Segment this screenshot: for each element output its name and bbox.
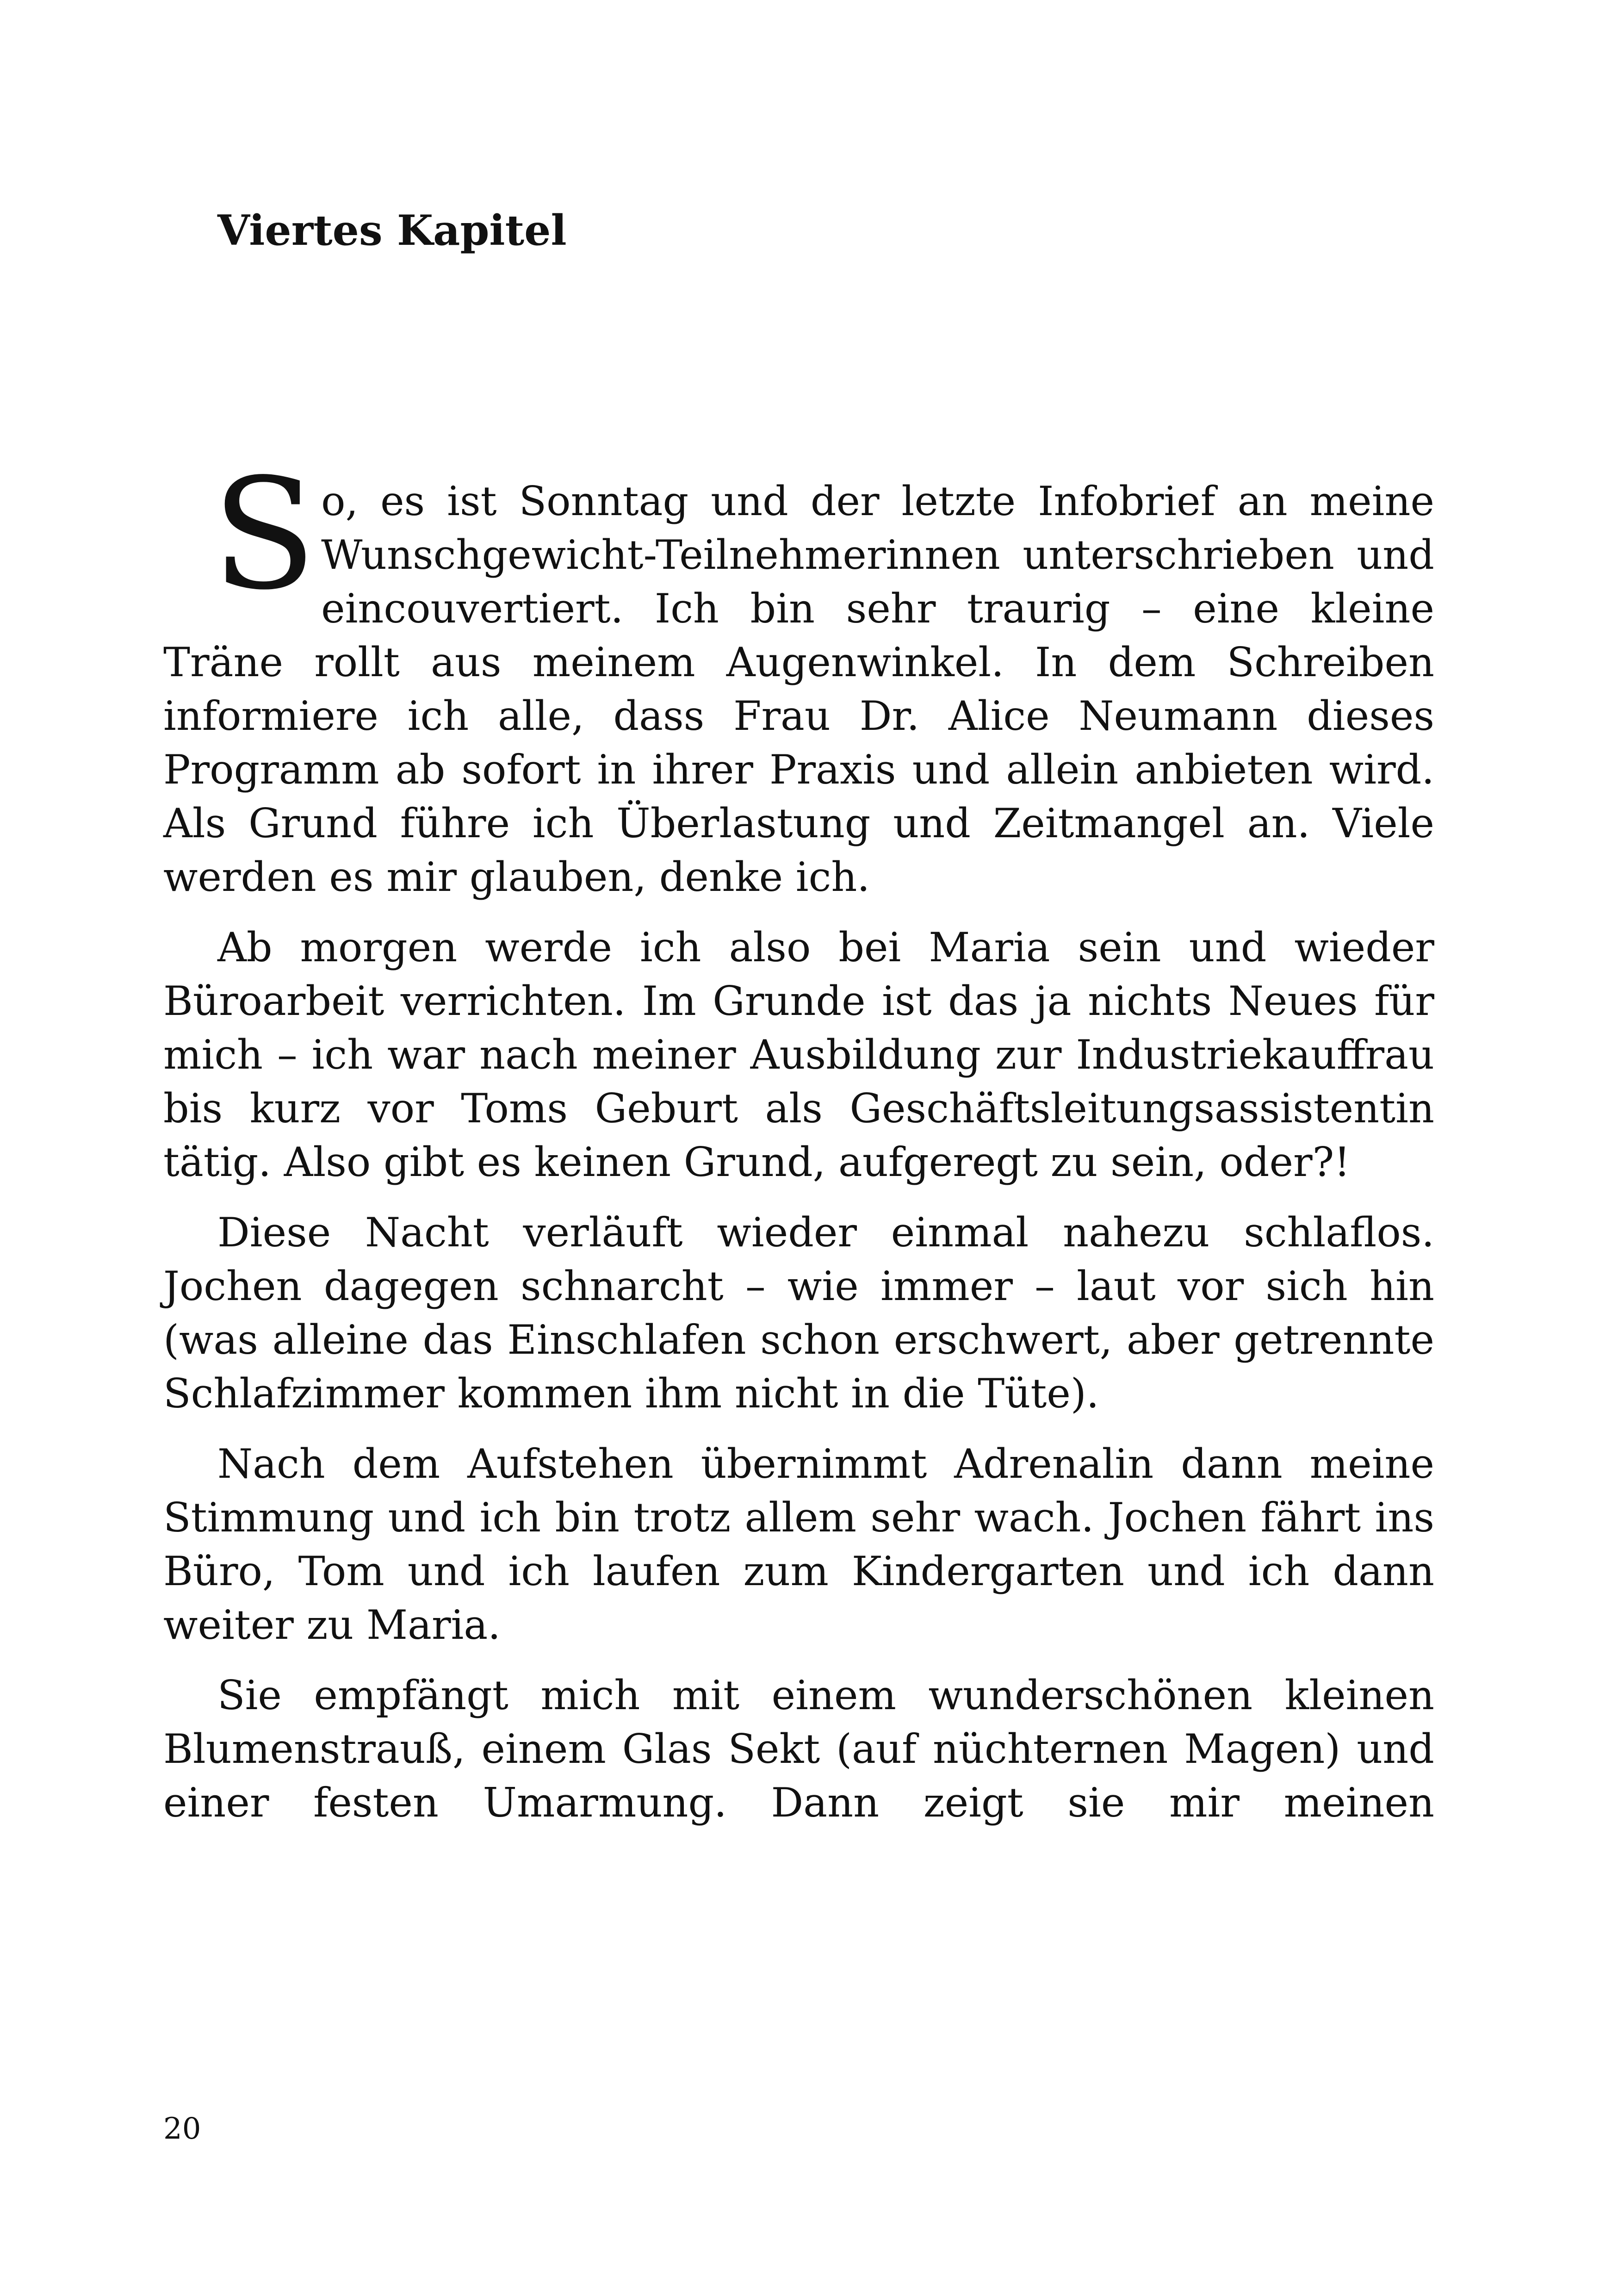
body-paragraph: Nach dem Aufstehen übernimmt Adrenalin dann meine Stimmung und ich bin trotz allem sehr wach. Jochen fährt ins Büro, Tom und ich laufen zum Kindergarten und ich dann weiter zu Maria. [163,1440,1434,1649]
chapter-body [163,446,1434,1846]
page-number: 20 [163,2112,201,2146]
opening-paragraph-text: o, es ist Sonntag und der letzte Infobrief an meine Wunschgewicht-Teilnehmerinnen unterschrieben und eincouvertiert. Ich bin sehr traurig – eine kleine Träne rollt aus meinem Augenwinkel. In dem Schreiben informiere ich alle, dass Frau Dr. Alice Neumann dieses Programm ab sofort in ihrer Praxis und allein anbieten wird. Als Grund führe ich Überlastung und Zeitmangel an. Viele werden es mir glauben, denke ich. [163,478,1434,901]
body-paragraph: Ab morgen werde ich also bei Maria sein und wieder Büroarbeit verrichten. Im Grunde ist das ja nichts Neues für mich – ich war nach meiner Ausbildung zur Industriekauffrau bis kurz vor Toms Geburt als Geschäftsleitungsassistentin tätig. Also gibt es keinen Grund, aufgeregt zu sein, oder?! [163,924,1434,1186]
opening-paragraph [163,446,1434,904]
body-paragraph: Diese Nacht verläuft wieder einmal nahezu schlaflos. Jochen dagegen schnarcht – wie immer – laut vor sich hin (was alleine das Einschlafen schon erschwert, aber getrennte Schlafzimmer kommen ihm nicht in die Tüte). [163,1209,1434,1417]
body-paragraph: Sie empfängt mich mit einem wunderschönen kleinen Blumenstrauß, einem Glas Sekt (auf nüchternen Magen) und einer festen Umarmung. Dann zeigt sie mir meinen [163,1672,1434,1826]
chapter-title: Viertes Kapitel [217,206,567,255]
drop-cap-initial: S [212,446,317,623]
